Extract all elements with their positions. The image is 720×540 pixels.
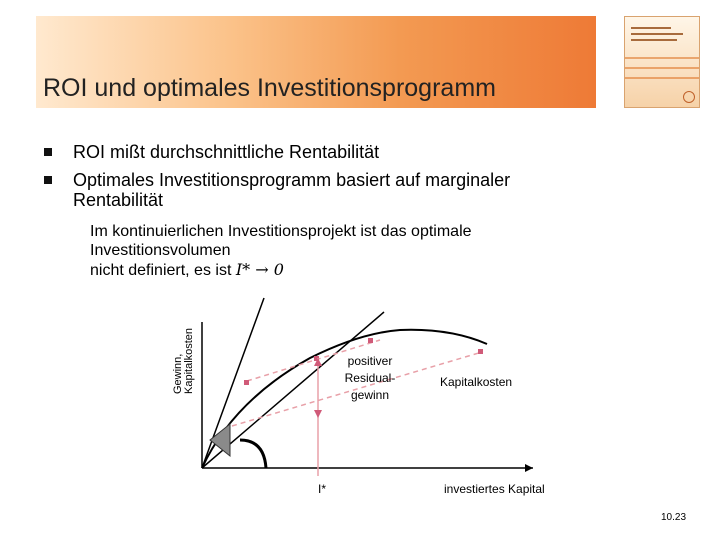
bullet-text: Optimales Investitionsprogramm basiert auf marginaler Rentabilität	[73, 170, 511, 210]
rotation-arc	[240, 440, 266, 468]
y-axis-label-line2: Kapitalkosten	[183, 327, 195, 394]
x-axis-arrow-icon	[525, 464, 533, 472]
rotation-arrow-icon	[210, 424, 230, 456]
residual-label-line2: Residual-	[344, 371, 396, 385]
sub-text-line: Im kontinuierlichen Investitionsprojekt ist das optimale	[90, 223, 472, 240]
marker-point	[244, 380, 249, 385]
slide-number: 10.23	[661, 512, 687, 523]
sub-text-prefix: nicht definiert, es ist	[90, 262, 232, 279]
istar-label: I*	[318, 482, 327, 496]
y-axis-label-line1: Gewinn,	[172, 353, 184, 394]
marker-point	[478, 349, 483, 354]
bullet-text: ROI mißt durchschnittliche Rentabilität	[73, 142, 380, 162]
residual-arrow-down-icon	[314, 410, 322, 418]
x-axis-label: investiertes Kapital	[444, 482, 545, 496]
slide-title: ROI und optimales Investitionsprogramm	[43, 74, 496, 102]
sub-text-line: Investitionsvolumen	[90, 242, 231, 259]
formula: I* → 0	[235, 260, 284, 279]
residual-label-line3: gewinn	[350, 388, 390, 402]
capital-cost-label: Kapitalkosten	[440, 375, 513, 389]
marker-point	[368, 338, 373, 343]
residual-label-line1: positiver	[347, 354, 393, 368]
